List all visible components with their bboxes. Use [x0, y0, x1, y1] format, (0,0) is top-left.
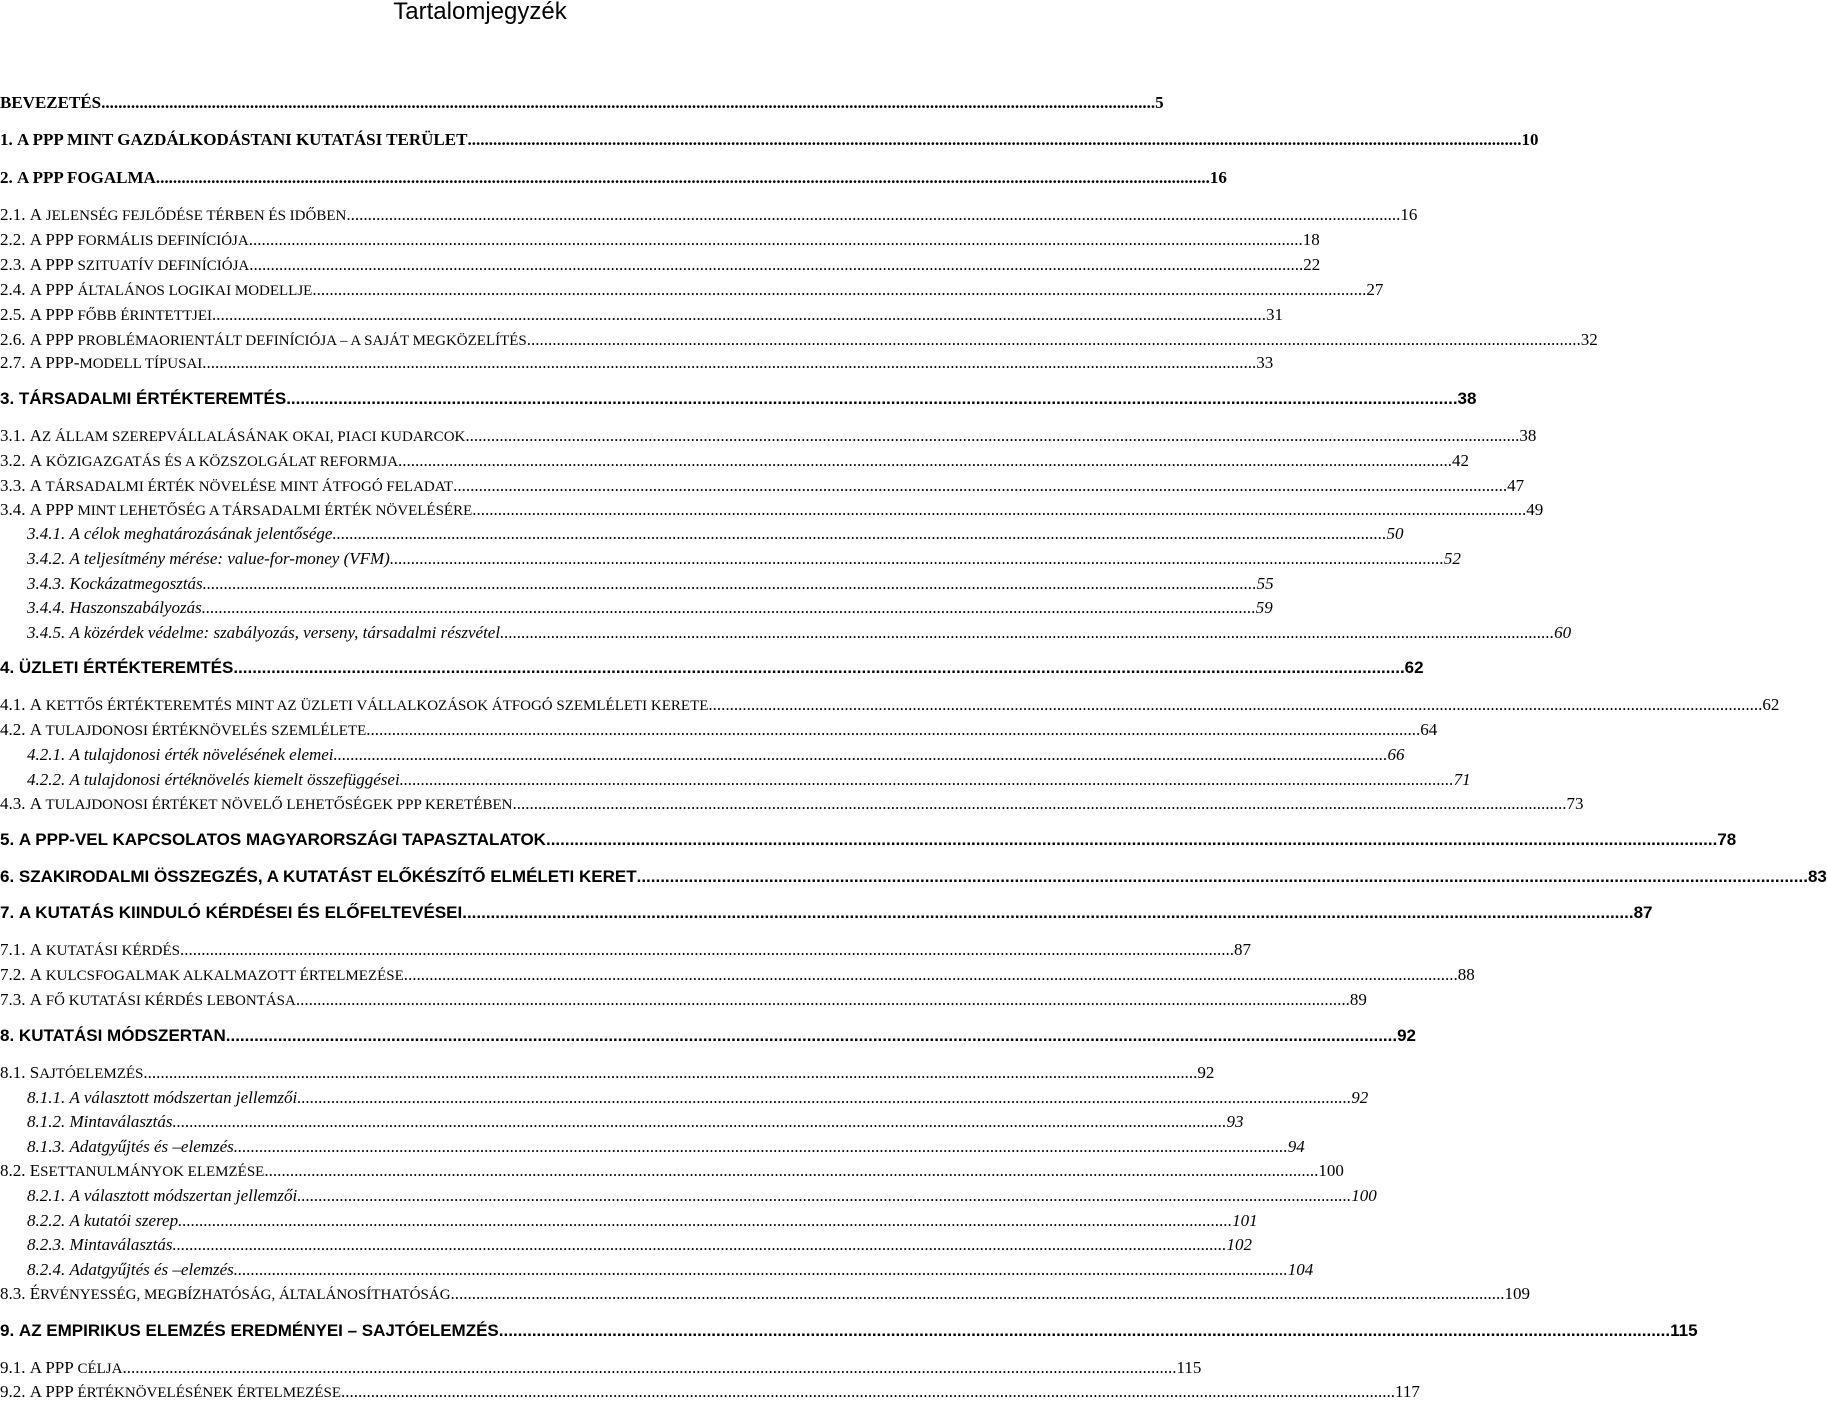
- dot-leader: [513, 794, 1567, 814]
- toc-page-number: 88: [1457, 965, 1475, 984]
- dot-leader: [226, 1026, 1397, 1046]
- dot-leader: [332, 524, 1386, 544]
- toc-entry-label: FORMÁLIS DEFINÍCIÓJA: [77, 233, 249, 249]
- toc-page-number: 100: [1318, 1161, 1344, 1180]
- toc-entry-number: 9.2.: [0, 1382, 26, 1401]
- toc-entry-number: 1.: [0, 130, 13, 149]
- toc-entry-number: 8.1.1.: [27, 1088, 66, 1107]
- toc-entry-label-cap: A: [29, 476, 43, 495]
- toc-entry-label: KULCSFOGALMAK ALKALMAZOTT ÉRTELMEZÉSE: [42, 968, 404, 984]
- toc-entry-label-cap: A: [29, 426, 43, 445]
- toc-entry-label-cap: A PPP: [29, 330, 74, 349]
- toc-entry-number: 9.1.: [0, 1358, 26, 1377]
- toc-entry-label: A PPP-VEL KAPCSOLATOS MAGYARORSZÁGI TAPASZTALATOK: [18, 830, 546, 849]
- toc-page-number: 38: [1457, 389, 1477, 408]
- toc-entry-section[interactable]: [0, 330, 1598, 350]
- toc-page-number: 83: [1807, 867, 1827, 886]
- toc-entry-label-cap: S: [29, 1063, 40, 1082]
- toc-entry-number: 9.: [0, 1321, 15, 1340]
- dot-leader: [233, 658, 1404, 678]
- toc-page-number: 87: [1633, 903, 1653, 922]
- toc-entry-label: SETTANULMÁNYOK ELEMZÉSE: [40, 1164, 265, 1180]
- dot-leader: [172, 1235, 1226, 1255]
- toc-entry-label: A kutatói szerep: [69, 1211, 179, 1230]
- toc-entry-label: SZAKIRODALMI ÖSSZEGZÉS, A KUTATÁST ELŐKÉSZÍTŐ ELMÉLETI KERET: [18, 867, 637, 886]
- toc-entry-label-cap: A PPP: [29, 500, 74, 519]
- dot-leader: [400, 770, 1454, 790]
- toc-entry-section[interactable]: [0, 965, 1475, 985]
- toc-entry-label: AJTÓELEMZÉS: [39, 1066, 144, 1082]
- toc-entry-subsection[interactable]: [0, 1186, 1377, 1206]
- toc-entry-section[interactable]: [0, 1382, 1420, 1402]
- toc-page-number: 22: [1303, 255, 1321, 274]
- toc-entry-number: 2.: [0, 168, 13, 187]
- toc-entry-label: A tulajdonosi értéknövelés kiemelt összefüggései: [69, 770, 400, 789]
- toc-entry-number: 3.1.: [0, 426, 26, 445]
- toc-entry-label: KÖZIGAZGATÁS ÉS A KÖZSZOLGÁLAT REFORMJA: [42, 454, 399, 470]
- toc-entry-label: JELENSÉG FEJLŐDÉSE TÉRBEN ÉS IDŐBEN: [45, 208, 347, 224]
- toc-entry-label: A KUTATÁS KIINDULÓ KÉRDÉSEI ÉS ELŐFELTEVÉSEI: [18, 903, 463, 922]
- toc-entry-number: 3.4.3.: [27, 574, 66, 593]
- toc-page-number: 117: [1395, 1382, 1420, 1401]
- toc-entry-chapter-6[interactable]: [0, 867, 1827, 887]
- dot-leader: [178, 1211, 1232, 1231]
- toc-entry-label: A választott módszertan jellemzői: [69, 1186, 298, 1205]
- toc-entry-number: 8.1.: [0, 1063, 26, 1082]
- dot-leader: [202, 598, 1256, 618]
- dot-leader: [472, 500, 1526, 520]
- toc-page-number: 64: [1420, 720, 1438, 739]
- toc-page-number: 115: [1176, 1358, 1202, 1377]
- toc-entry-section[interactable]: [0, 794, 1584, 814]
- toc-entry-label: TÁRSADALMI ÉRTÉKTEREMTÉS: [18, 389, 287, 408]
- toc-entry-subsection[interactable]: [0, 524, 1404, 544]
- toc-page-number: 5: [1155, 93, 1164, 112]
- toc-entry-label: AZ EMPIRIKUS ELEMZÉS EREDMÉNYEI – SAJTÓELEMZÉS: [18, 1321, 499, 1340]
- toc-entry-label-cap: A PPP: [29, 1382, 74, 1401]
- toc-page-number: 109: [1504, 1284, 1531, 1303]
- toc-entry-chapter-5[interactable]: [0, 830, 1737, 850]
- toc-entry-number: 3.4.2.: [27, 549, 66, 568]
- toc-page-number: 104: [1287, 1260, 1314, 1279]
- toc-entry-number: 3.4.4.: [27, 598, 66, 617]
- toc-entry-label: Kockázatmegosztás: [69, 574, 203, 593]
- toc-page-number: 42: [1452, 451, 1470, 470]
- dot-leader: [341, 1382, 1395, 1402]
- toc-page-number: 101: [1232, 1211, 1258, 1230]
- toc-page-number: 10: [1521, 130, 1539, 149]
- toc-entry-subsection[interactable]: [0, 598, 1273, 618]
- toc-entry-number: 8.2.3.: [27, 1235, 66, 1254]
- dot-leader: [143, 1063, 1197, 1083]
- dot-leader: [334, 745, 1388, 765]
- toc-entry-label-cap: A: [29, 990, 43, 1009]
- dot-leader: [312, 280, 1366, 300]
- toc-entry-section[interactable]: [0, 990, 1367, 1010]
- toc-entry-label: MODELL TÍPUSAI: [79, 356, 203, 372]
- toc-entry-number: 4.: [0, 658, 15, 677]
- toc-entry-label: A PPP FOGALMA: [17, 168, 156, 187]
- dot-leader: [465, 426, 1519, 446]
- toc-entry-number: 7.3.: [0, 990, 26, 1009]
- toc-entry-section[interactable]: [0, 1284, 1531, 1304]
- toc-entry-subsection[interactable]: [0, 1260, 1314, 1280]
- toc-entry-section[interactable]: [0, 205, 1418, 225]
- toc-entry-label: A választott módszertan jellemzői: [69, 1088, 298, 1107]
- toc-entry-label: TÁRSADALMI ÉRTÉK NÖVELÉSE MINT ÁTFOGÓ FELADAT: [42, 479, 454, 495]
- toc-entry-number: 5.: [0, 830, 15, 849]
- toc-page-number: 59: [1255, 598, 1273, 617]
- dot-leader: [527, 330, 1581, 350]
- toc-entry-number: 8.2.1.: [27, 1186, 66, 1205]
- dot-leader: [451, 1284, 1505, 1304]
- toc-entry-number: 3.4.5.: [27, 623, 66, 642]
- toc-entry-number: 2.2.: [0, 230, 26, 249]
- toc-page-number: 55: [1256, 574, 1274, 593]
- toc-entry-label: TULAJDONOSI ÉRTÉKET NÖVELŐ LEHETŐSÉGEK PPP KERETÉBEN: [42, 797, 513, 813]
- dot-leader: [500, 623, 1554, 643]
- toc-entry-label-cap: A PPP-: [29, 353, 80, 372]
- toc-page-number: 71: [1453, 770, 1471, 789]
- toc-entry-chapter-9[interactable]: [0, 1321, 1698, 1341]
- toc-page-number: 94: [1287, 1137, 1305, 1156]
- toc-page-number: 89: [1349, 990, 1367, 1009]
- toc-entry-label: ÁLTALÁNOS LOGIKAI MODELLJE: [77, 283, 313, 299]
- page-title: Tartalomjegyzék: [393, 0, 567, 25]
- toc-entry-section[interactable]: [0, 426, 1537, 446]
- toc-entry-label-cap: A PPP: [29, 280, 74, 299]
- toc-entry-chapter-2[interactable]: [0, 168, 1227, 188]
- toc-entry-number: 4.1.: [0, 695, 26, 714]
- toc-entry-subsection[interactable]: [0, 1235, 1252, 1255]
- toc-entry-label-cap: A: [29, 965, 43, 984]
- dot-leader: [637, 867, 1808, 887]
- toc-entry-chapter-1[interactable]: [0, 130, 1539, 150]
- toc-page-number: 93: [1226, 1112, 1244, 1131]
- toc-entry-number: 4.2.: [0, 720, 26, 739]
- toc-entry-number: 8.1.3.: [27, 1137, 66, 1156]
- toc-entry-label-cap: A PPP: [29, 255, 74, 274]
- dot-leader: [499, 1321, 1670, 1341]
- toc-page-number: 115: [1670, 1321, 1698, 1340]
- toc-entry-label: A teljesítmény mérése: value-for-money (VFM): [69, 549, 390, 568]
- toc-entry-number: 8.2.2.: [27, 1211, 66, 1230]
- toc-entry-number: 4.2.2.: [27, 770, 66, 789]
- toc-entry-label: KUTATÁSI MÓDSZERTAN: [18, 1026, 226, 1045]
- toc-entry-label-cap: A: [29, 794, 43, 813]
- toc-entry-section[interactable]: [0, 720, 1438, 740]
- toc-page-number: 102: [1226, 1235, 1252, 1254]
- dot-leader: [296, 990, 1350, 1010]
- toc-entry-label-cap: A: [29, 720, 43, 739]
- dot-leader: [286, 389, 1457, 409]
- toc-page-number: 62: [1404, 658, 1424, 677]
- toc-page-number: 38: [1519, 426, 1537, 445]
- toc-entry-number: 4.3.: [0, 794, 26, 813]
- toc-entry-number: 7.1.: [0, 940, 26, 959]
- dot-leader: [264, 1161, 1318, 1181]
- toc-entry-chapter-8[interactable]: [0, 1026, 1417, 1046]
- toc-page-number: 52: [1443, 549, 1461, 568]
- toc-entry-number: 2.4.: [0, 280, 26, 299]
- dot-leader: [398, 451, 1452, 471]
- toc-entry-label-cap: A PPP: [29, 305, 74, 324]
- toc-entry-number: 4.2.1.: [27, 745, 66, 764]
- toc-entry-number: 8.1.2.: [27, 1112, 66, 1131]
- toc-entry-label: FŐBB ÉRINTETTJEI: [77, 308, 213, 324]
- dot-leader: [234, 1260, 1288, 1280]
- toc-entry-label: A közérdek védelme: szabályozás, verseny, társadalmi részvétel: [69, 623, 501, 642]
- toc-entry-section[interactable]: [0, 695, 1780, 715]
- toc-entry-number: 3.4.: [0, 500, 26, 519]
- toc-page-number: 49: [1526, 500, 1544, 519]
- toc-entry-label: MINT LEHETŐSÉG A TÁRSADALMI ÉRTÉK NÖVELÉSÉRE: [73, 503, 473, 519]
- toc-entry-section[interactable]: [0, 230, 1320, 250]
- dot-leader: [467, 130, 1521, 150]
- dot-leader: [546, 830, 1717, 850]
- toc-entry-subsection[interactable]: [0, 574, 1274, 594]
- toc-entry-label-cap: A PPP: [29, 1358, 74, 1377]
- toc-entry-label: Z ÁLLAM SZEREPVÁLLALÁSÁNAK OKAI, PIACI KUDARCOK: [42, 429, 466, 445]
- dot-leader: [203, 574, 1257, 594]
- toc-entry-label: A tulajdonosi érték növelésének elemei: [69, 745, 334, 764]
- toc-entry-number: 3.2.: [0, 451, 26, 470]
- toc-entry-number: 8.2.: [0, 1161, 26, 1180]
- toc-entry-number: 2.5.: [0, 305, 26, 324]
- toc-entry-label: Adatgyűjtés és –elemzés: [69, 1260, 234, 1279]
- toc-entry-number: 3.3.: [0, 476, 26, 495]
- toc-entry-section[interactable]: [0, 1358, 1202, 1378]
- dot-leader: [180, 940, 1234, 960]
- dot-leader: [249, 230, 1303, 250]
- toc-page-number: 16: [1209, 168, 1227, 187]
- dot-leader: [366, 720, 1420, 740]
- toc-entry-subsection[interactable]: [0, 1112, 1244, 1132]
- toc-entry-label: A célok meghatározásának jelentősége: [69, 524, 333, 543]
- toc-page-number: 31: [1266, 305, 1284, 324]
- toc-entry-section[interactable]: [0, 255, 1321, 275]
- dot-leader: [462, 903, 1633, 923]
- toc-entry-label: ÉRTÉKNÖVELÉSÉNEK ÉRTELMEZÉSE: [73, 1385, 342, 1401]
- toc-entry-label-cap: É: [29, 1284, 41, 1303]
- dot-leader: [172, 1112, 1226, 1132]
- dot-leader: [297, 1186, 1351, 1206]
- toc-entry-subsection[interactable]: [0, 745, 1405, 765]
- toc-entry-number: 2.7.: [0, 353, 26, 372]
- toc-entry-number: 7.: [0, 903, 15, 922]
- dot-leader: [297, 1088, 1351, 1108]
- toc-page-number: 47: [1507, 476, 1525, 495]
- toc-entry-chapter-3[interactable]: [0, 389, 1477, 409]
- toc-entry-number: 8.: [0, 1026, 15, 1045]
- toc-entry-number: 8.2.4.: [27, 1260, 66, 1279]
- toc-page-number: 50: [1386, 524, 1404, 543]
- dot-leader: [404, 965, 1458, 985]
- dot-leader: [234, 1137, 1288, 1157]
- toc-entry-subsection[interactable]: [0, 1137, 1305, 1157]
- toc-page-number: 32: [1580, 330, 1598, 349]
- toc-entry-subsection[interactable]: [0, 623, 1572, 643]
- toc-entry-label: BEVEZETÉS: [0, 93, 102, 112]
- toc-entry-section[interactable]: [0, 476, 1525, 496]
- toc-entry-subsection[interactable]: [0, 770, 1471, 790]
- toc-entry-subsection[interactable]: [0, 549, 1461, 569]
- toc-page-number: 66: [1387, 745, 1405, 764]
- toc-entry-number: 6.: [0, 867, 15, 886]
- toc-entry-section[interactable]: [0, 940, 1251, 960]
- toc-entry-label: SZITUATÍV DEFINÍCIÓJA: [77, 258, 250, 274]
- toc-page-number: 78: [1717, 830, 1737, 849]
- dot-leader: [708, 695, 1762, 715]
- dot-leader: [202, 353, 1256, 373]
- toc-entry-label: PROBLÉMAORIENTÁLT DEFINÍCIÓJA – A SAJÁT MEGKÖZELÍTÉS: [77, 333, 527, 349]
- toc-entry-introduction[interactable]: [0, 93, 1164, 113]
- toc-entry-label: A PPP MINT GAZDÁLKODÁSTANI KUTATÁSI TERÜLET: [17, 130, 468, 149]
- toc-entry-label: KETTŐS ÉRTÉKTEREMTÉS MINT AZ ÜZLETI VÁLLALKOZÁSOK ÁTFOGÓ SZEMLÉLETI KERETE: [42, 698, 709, 714]
- toc-page-number: 60: [1554, 623, 1572, 642]
- dot-leader: [122, 1358, 1176, 1378]
- toc-entry-section[interactable]: [0, 451, 1470, 471]
- toc-page-number: 92: [1351, 1088, 1369, 1107]
- toc-entry-label-cap: E: [29, 1161, 41, 1180]
- toc-entry-label: Adatgyűjtés és –elemzés: [69, 1137, 234, 1156]
- toc-entry-label: ÜZLETI ÉRTÉKTEREMTÉS: [18, 658, 234, 677]
- toc-page-number: 100: [1351, 1186, 1377, 1205]
- toc-entry-number: 3.4.1.: [27, 524, 66, 543]
- toc-page-number: 33: [1256, 353, 1274, 372]
- toc-entry-number: 2.1.: [0, 205, 26, 224]
- toc-entry-number: 2.3.: [0, 255, 26, 274]
- toc-page-number: 92: [1197, 1063, 1215, 1082]
- toc-entry-section[interactable]: [0, 353, 1274, 373]
- toc-entry-number: 8.3.: [0, 1284, 26, 1303]
- toc-entry-chapter-7[interactable]: [0, 903, 1653, 923]
- toc-page-number: 27: [1366, 280, 1384, 299]
- toc-entry-section[interactable]: [0, 1063, 1215, 1083]
- toc-entry-subsection[interactable]: [0, 1211, 1258, 1231]
- toc-entry-label: TULAJDONOSI ÉRTÉKNÖVELÉS SZEMLÉLETE: [42, 723, 367, 739]
- toc-entry-section[interactable]: [0, 500, 1544, 520]
- toc-page-number: 62: [1762, 695, 1780, 714]
- dot-leader: [156, 168, 1210, 188]
- toc-entry-number: 2.6.: [0, 330, 26, 349]
- toc-entry-chapter-4[interactable]: [0, 658, 1424, 678]
- toc-page-number: 73: [1566, 794, 1584, 813]
- toc-entry-label: Haszonszabályozás: [69, 598, 202, 617]
- toc-entry-number: 3.: [0, 389, 15, 408]
- toc-page-number: 18: [1302, 230, 1320, 249]
- toc-entry-label-cap: A: [29, 451, 43, 470]
- dot-leader: [249, 255, 1303, 275]
- toc-entry-subsection[interactable]: [0, 1088, 1369, 1108]
- toc-entry-label: RVÉNYESSÉG, MEGBÍZHATÓSÁG, ÁLTALÁNOSÍTHATÓSÁG: [40, 1287, 451, 1303]
- dot-leader: [101, 93, 1155, 113]
- toc-entry-label: Mintaválasztás: [69, 1235, 173, 1254]
- dot-leader: [212, 305, 1266, 325]
- toc-entry-label: KUTATÁSI KÉRDÉS: [42, 943, 180, 959]
- toc-entry-label-cap: A: [29, 205, 43, 224]
- dot-leader: [453, 476, 1507, 496]
- toc-entry-label-cap: A PPP: [29, 230, 74, 249]
- toc-page-number: 92: [1397, 1026, 1417, 1045]
- toc-entry-label-cap: A: [29, 940, 43, 959]
- toc-entry-label: CÉLJA: [73, 1361, 123, 1377]
- toc-entry-label-cap: A: [29, 695, 43, 714]
- dot-leader: [346, 205, 1400, 225]
- toc-entry-label: Mintaválasztás: [69, 1112, 173, 1131]
- toc-page-number: 87: [1234, 940, 1251, 959]
- toc-page-number: 16: [1400, 205, 1418, 224]
- toc-entry-section[interactable]: [0, 1161, 1344, 1181]
- toc-entry-section[interactable]: [0, 280, 1384, 300]
- toc-entry-section[interactable]: [0, 305, 1284, 325]
- toc-entry-label: FŐ KUTATÁSI KÉRDÉS LEBONTÁSA: [42, 993, 296, 1009]
- dot-leader: [390, 549, 1444, 569]
- toc-entry-number: 7.2.: [0, 965, 26, 984]
